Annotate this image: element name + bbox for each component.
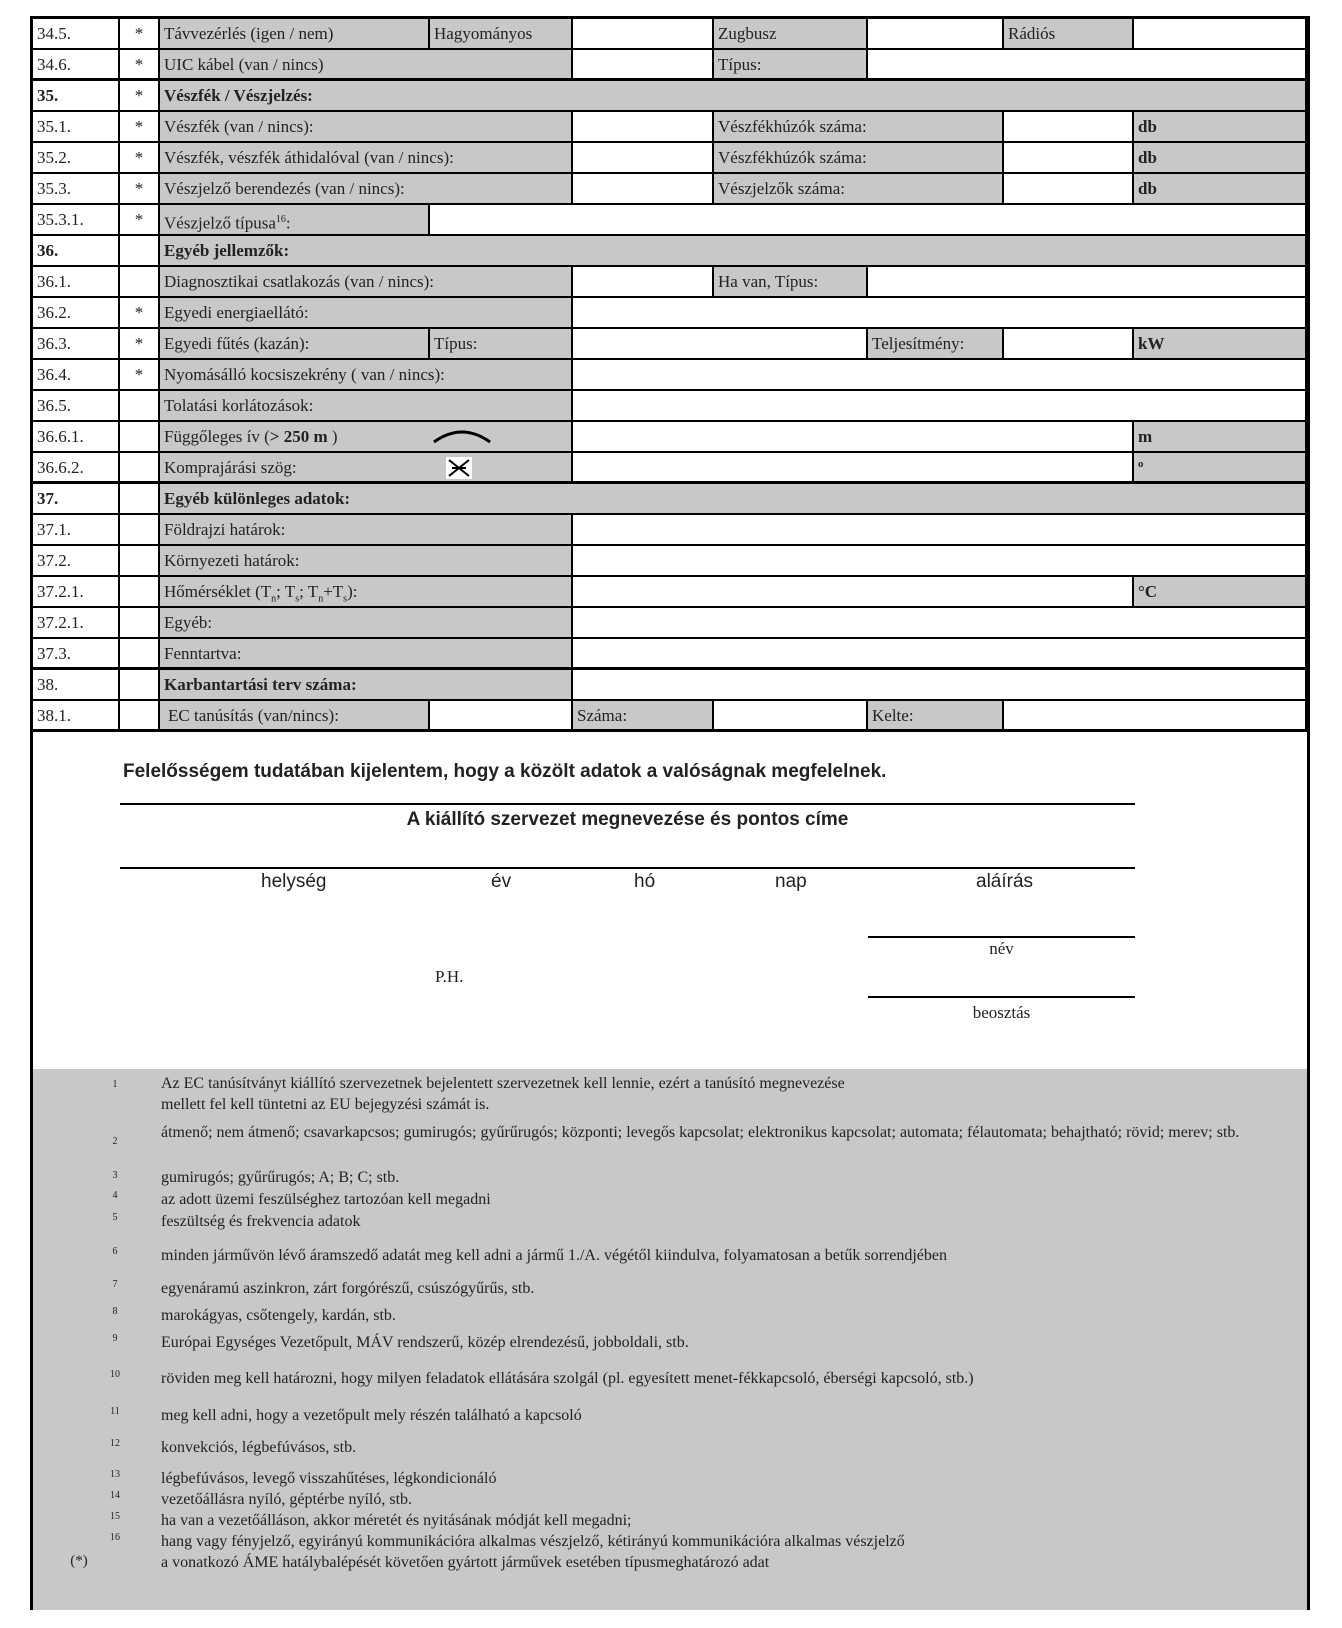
row-label: Vészfék (van / nincs): — [160, 112, 573, 143]
row-36-3 — [33, 329, 1307, 360]
row-37-2 — [33, 546, 1307, 577]
asterisk: * — [120, 50, 160, 81]
asterisk — [120, 236, 160, 267]
row-label: Függőleges ív (> 250 m ) — [160, 422, 573, 453]
row-number: 34.5. — [33, 19, 120, 50]
unit: o — [1134, 453, 1307, 484]
asterisk — [120, 391, 160, 422]
row-36-5 — [33, 391, 1307, 422]
label-ha-van-tipus: Ha van, Típus: — [714, 267, 868, 298]
row-number: 36.5. — [33, 391, 120, 422]
row-number: 36.3. — [33, 329, 120, 360]
section-title: Vészfék / Vészjelzés: — [160, 81, 1307, 112]
input-zugbusz[interactable] — [868, 19, 1004, 50]
row-label: Vészjelző típusa$^{16}$: — [160, 205, 430, 236]
place-label: helység — [261, 871, 327, 892]
label-count: Vészjelzők száma: — [714, 174, 1004, 205]
angle-icon — [446, 457, 472, 479]
input-radios[interactable] — [1134, 19, 1307, 50]
input-fenntartva[interactable] — [573, 639, 1307, 670]
unit: db — [1134, 174, 1307, 205]
row-35-2 — [33, 143, 1307, 174]
row-35 — [33, 81, 1307, 112]
input-tolatasi[interactable] — [573, 391, 1307, 422]
stamp-label: P.H. — [435, 967, 464, 986]
row-number: 37.2. — [33, 546, 120, 577]
section-number: 37. — [33, 484, 120, 515]
input-kornyezeti[interactable] — [573, 546, 1307, 577]
input-uic[interactable] — [573, 50, 714, 81]
row-number: 35.2. — [33, 143, 120, 174]
section-number: 35. — [33, 81, 120, 112]
label-tipus: Típus: — [430, 329, 573, 360]
input-diagnosztikai[interactable] — [573, 267, 714, 298]
label-count: Vészfékhúzók száma: — [714, 143, 1004, 174]
input-egyeb[interactable] — [573, 608, 1307, 639]
section-title: Egyéb különleges adatok: — [160, 484, 1307, 515]
input-tipus[interactable] — [868, 267, 1307, 298]
row-label: Környezeti határok: — [160, 546, 573, 577]
label-tipus: Típus: — [714, 50, 868, 81]
asterisk — [120, 546, 160, 577]
label-hagyomanyos: Hagyományos — [430, 19, 573, 50]
asterisk: * — [120, 298, 160, 329]
row-label: Földrajzi határok: — [160, 515, 573, 546]
position-line — [868, 996, 1135, 998]
label-count: Vészfékhúzók száma: — [714, 112, 1004, 143]
input-kelte[interactable] — [1004, 701, 1307, 732]
unit: °C — [1134, 577, 1307, 608]
row-label: EC tanúsítás (van/nincs): — [160, 701, 430, 732]
asterisk — [120, 515, 160, 546]
row-38-1 — [33, 701, 1307, 732]
input-count[interactable] — [1004, 174, 1134, 205]
row-34-5 — [33, 19, 1307, 50]
input-count[interactable] — [1004, 112, 1134, 143]
input-teljesitmeny[interactable] — [1004, 329, 1134, 360]
row-number: 37.1. — [33, 515, 120, 546]
input-ec-tanusitas[interactable] — [430, 701, 573, 732]
row-number: 37.2.1. — [33, 608, 120, 639]
row-37-2-1-egyeb — [33, 608, 1307, 639]
org-name-label: A kiállító szervezet megnevezése és pontos címe — [406, 809, 849, 830]
row-number: 35.3.1. — [33, 205, 120, 236]
label-radios: Rádiós — [1004, 19, 1134, 50]
month-label: hó — [634, 871, 656, 892]
row-label: Vészjelző berendezés (van / nincs): — [160, 174, 573, 205]
row-label: Diagnosztikai csatlakozás (van / nincs): — [160, 267, 573, 298]
row-37 — [33, 484, 1307, 515]
input-tipus[interactable] — [868, 50, 1307, 81]
asterisk: * — [120, 81, 160, 112]
year-label: év — [491, 871, 512, 892]
asterisk: * — [120, 19, 160, 50]
asterisk — [120, 453, 160, 484]
input-hagyomanyos[interactable] — [573, 19, 714, 50]
asterisk — [120, 639, 160, 670]
row-36 — [33, 236, 1307, 267]
row-37-2-1 — [33, 577, 1307, 608]
row-number: 36.6.1. — [33, 422, 120, 453]
row-36-6-1 — [33, 422, 1307, 453]
row-label: Tolatási korlátozások: — [160, 391, 573, 422]
row-36-2 — [33, 298, 1307, 329]
asterisk — [120, 701, 160, 732]
row-37-3 — [33, 639, 1307, 670]
input-count[interactable] — [1004, 143, 1134, 174]
signature-label: aláírás — [976, 871, 1034, 892]
asterisk — [120, 577, 160, 608]
input-karbantartasi-terv[interactable] — [573, 670, 1307, 701]
section-title: Karbantartási terv száma: — [160, 670, 573, 701]
section-number: 38. — [33, 670, 120, 701]
asterisk — [120, 267, 160, 298]
declaration-statement: Felelősségem tudatában kijelentem, hogy a közölt adatok a valóságnak megfelelnek. — [123, 761, 887, 782]
asterisk: * — [120, 112, 160, 143]
asterisk — [120, 608, 160, 639]
date-line — [120, 867, 1135, 869]
row-34-6 — [33, 50, 1307, 81]
name-label: név — [989, 939, 1014, 958]
row-36-6-2 — [33, 453, 1307, 484]
declaration-section — [33, 753, 1307, 1072]
input-vesztek-athidalo[interactable] — [573, 143, 714, 174]
asterisk — [120, 670, 160, 701]
row-label: Hőmérséklet ($T_n$; $T_s$; $T_n+T_s$): — [160, 577, 573, 608]
label-zugbusz: Zugbusz — [714, 19, 868, 50]
row-label: Vészfék, vészfék áthidalóval (van / nincs): — [160, 143, 573, 174]
row-number: 36.2. — [33, 298, 120, 329]
input-veszjelzo-tipus[interactable] — [430, 205, 1307, 236]
section-number: 36. — [33, 236, 120, 267]
form — [30, 16, 1310, 1610]
input-homerseklet[interactable] — [573, 577, 1134, 608]
row-number: 36.1. — [33, 267, 120, 298]
asterisk — [120, 422, 160, 453]
input-tipus[interactable] — [573, 329, 868, 360]
input-foldrajzi[interactable] — [573, 515, 1307, 546]
row-35-1 — [33, 112, 1307, 143]
position-label: beosztás — [972, 1003, 1031, 1022]
row-label: Egyéb: — [160, 608, 573, 639]
row-38 — [33, 670, 1307, 701]
row-number: 35.1. — [33, 112, 120, 143]
unit: m — [1134, 422, 1307, 453]
label-kelte: Kelte: — [868, 701, 1004, 732]
label-szama: Száma: — [573, 701, 714, 732]
vertical-curve-icon — [432, 428, 492, 444]
unit: db — [1134, 143, 1307, 174]
input-veszjelzo[interactable] — [573, 174, 714, 205]
row-number: 37.2.1. — [33, 577, 120, 608]
row-label: Komprajárási szög: — [160, 453, 573, 484]
asterisk — [120, 484, 160, 515]
row-label: Távvezérlés (igen / nem) — [160, 19, 430, 50]
org-signature-line — [120, 803, 1135, 805]
unit: db — [1134, 112, 1307, 143]
name-line — [868, 936, 1135, 938]
asterisk: * — [120, 143, 160, 174]
asterisk: * — [120, 174, 160, 205]
row-label: Nyomásálló kocsiszekrény ( van / nincs): — [160, 360, 573, 391]
input-fuggoleges-iv[interactable] — [573, 422, 1134, 453]
row-number: 37.3. — [33, 639, 120, 670]
unit: kW — [1134, 329, 1307, 360]
input-energiaellato[interactable] — [573, 298, 1307, 329]
day-label: nap — [775, 871, 807, 892]
row-label: UIC kábel (van / nincs) — [160, 50, 573, 81]
asterisk: * — [120, 360, 160, 391]
row-label: Egyedi fűtés (kazán): — [160, 329, 430, 360]
row-label: Fenntartva: — [160, 639, 573, 670]
asterisk: * — [120, 329, 160, 360]
input-szama[interactable] — [714, 701, 868, 732]
input-vesztek[interactable] — [573, 112, 714, 143]
row-number: 35.3. — [33, 174, 120, 205]
row-number: 34.6. — [33, 50, 120, 81]
input-komprajarasi[interactable] — [573, 453, 1134, 484]
footnotes: 1 Az EC tanúsítványt kiállító szervezetnek bejelentett szervezetnek kell lennie, ezért a tanúsító megnevezése mellett fel kell tüntetni az EU bejegyzési számát is. 2 átmenő; nem átmenő; csavarkapcsos; gumirugós; gyűrűrugós; központi; levegős kapcsolat; elektronikus kapcsolat; automata; félautomata; behajtható; rövid; merev; stb. 3 gumirugós; gyűrűrugós; A; B; C; stb. 4 az adott üzemi feszülséghez tartozóan kell megadni 5 feszültség és frekvencia adatok 6 minden járművön lévő áramszedő adatát meg kell adni a jármű 1./A. végétől kiindulva, folyamatosan a betűk sorrendjében 7 egyenáramú aszinkron, zárt forgórészű, csúszógyűrűs, stb. 8 marokágyas, csőtengely, kardán, stb. 9 Európai Egységes Vezetőpult, MÁV rendszerű, közép elrendezésű, jobboldali, stb. 10 röviden meg kell határozni, hogy milyen feladatok ellátására szolgál (pl. egyesített menet-fékkapcsoló, éberségi kapcsoló, stb.) 11 meg kell adni, hogy a vezetőpult mely részén található a kapcsoló 12 konvekciós, légbefúvásos, stb. 13 légbefúvásos, levegő visszahűtéses, légkondicionáló 14 vezetőállásra nyíló, géptérbe nyíló, stb. 15 ha van a vezetőálláson, akkor méretét és nyitásának módját kell megadni; 16 hang vagy fényjelző, egyirányú kommunikációra alkalmas vészjelző, kétirányú kommunikációra alkalmas vészjelző (*) a vonatkozó ÁME hatálybalépését követően gyártott járművek esetében típusmeghatározó adat — [33, 1069, 1307, 1610]
row-number: 36.6.2. — [33, 453, 120, 484]
row-36-1 — [33, 267, 1307, 298]
row-35-3-1 — [33, 205, 1307, 236]
row-37-1 — [33, 515, 1307, 546]
row-number: 36.4. — [33, 360, 120, 391]
row-label: Egyedi energiaellátó: — [160, 298, 573, 329]
row-36-4 — [33, 360, 1307, 391]
row-number: 38.1. — [33, 701, 120, 732]
label-teljesitmeny: Teljesítmény: — [868, 329, 1004, 360]
input-nyomasallo[interactable] — [573, 360, 1307, 391]
section-title: Egyéb jellemzők: — [160, 236, 1307, 267]
asterisk: * — [120, 205, 160, 236]
row-35-3 — [33, 174, 1307, 205]
